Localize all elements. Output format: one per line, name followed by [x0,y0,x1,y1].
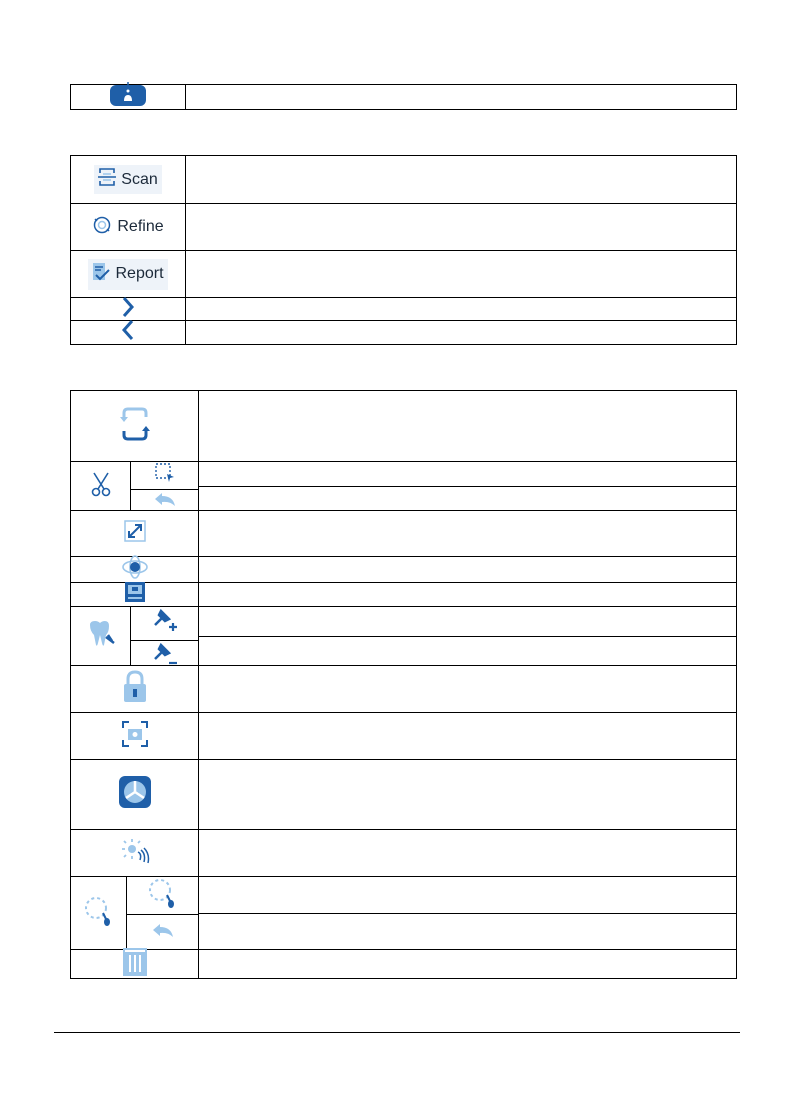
icon-cell [71,321,186,344]
table-1 [70,84,737,110]
table-row [71,510,736,556]
icon-main-cell [71,607,131,665]
icon-cell [71,204,186,250]
description-cells [199,877,736,949]
icon-sub-cell [127,914,198,949]
icon-cell [71,156,186,203]
description-cell [199,391,736,461]
scan-head-icon[interactable] [108,82,148,113]
icon-sub-cells [131,607,198,665]
add-pin-icon[interactable] [151,607,179,640]
icon-cell [71,462,199,510]
undo-icon[interactable] [151,921,175,944]
description-cell [186,156,736,203]
description-cell [186,204,736,250]
table-row [71,712,736,759]
brightness-icon[interactable] [120,836,150,871]
table-2 [70,155,737,345]
icon-sub-cell [131,607,198,640]
icon-cell [71,713,199,759]
screenshot-icon[interactable] [121,720,149,753]
icon-main-cell [71,462,131,510]
table-row [71,582,736,606]
scan-icon [98,167,116,192]
description-cell [199,877,736,913]
icon-cell [71,583,199,606]
table-row [71,606,736,665]
table-row [71,949,736,978]
description-cell [186,251,736,297]
table-row [71,85,736,109]
table-row [71,461,736,510]
report-icon [92,261,110,288]
scan-button[interactable] [94,165,161,194]
description-cell [186,85,736,109]
rotate-view-icon[interactable] [118,405,152,448]
description-cell [186,298,736,320]
lock-icon[interactable] [122,670,148,709]
select-area-icon[interactable] [154,462,176,489]
table-row [71,391,736,461]
lasso-brush-icon[interactable] [83,895,115,932]
icon-cell [71,557,199,582]
icon-cell [71,877,199,949]
table-row [71,320,736,344]
table-row [71,556,736,582]
scan-label: Scan [121,170,158,188]
fullscreen-icon[interactable] [123,519,147,548]
description-cell [199,950,736,978]
icon-sub-cell [127,877,198,914]
undo-icon[interactable] [153,490,177,513]
aperture-icon[interactable] [118,775,152,814]
description-cells [199,462,736,510]
refine-button[interactable] [88,213,167,242]
description-cell [199,830,736,876]
icon-cell [71,511,199,556]
description-cell [199,607,736,636]
icon-cell [71,666,199,712]
scissors-icon[interactable] [90,471,112,502]
icon-sub-cells [131,462,198,510]
lasso-brush-icon[interactable] [147,877,179,914]
chevron-right-icon[interactable] [121,297,135,322]
table-row [71,156,736,203]
icon-cell [71,760,199,829]
icon-cell [71,607,199,665]
refine-icon [92,215,112,240]
report-label: Report [115,265,164,282]
icon-cell [71,830,199,876]
icon-cell [71,391,199,461]
icon-cell [71,251,186,297]
description-cell [199,713,736,759]
description-cells [199,607,736,665]
description-cell [199,462,736,486]
description-cell [199,511,736,556]
icon-cell [71,85,186,109]
report-button[interactable] [88,259,167,290]
tooth-pin-icon[interactable] [86,619,116,654]
icon-sub-cell [131,462,198,489]
table-row [71,250,736,297]
icon-sub-cells [127,877,198,949]
trash-icon[interactable] [122,948,148,981]
table-row [71,829,736,876]
description-cell [199,486,736,511]
table-row [71,297,736,320]
icon-cell [71,950,199,978]
description-cell [199,913,736,950]
table-row [71,759,736,829]
description-cell [199,583,736,606]
footer-divider [54,1032,740,1033]
table-row [71,203,736,250]
table-row [71,876,736,949]
icon-main-cell [71,877,127,949]
description-cell [186,321,736,344]
description-cell [199,666,736,712]
icon-cell [71,298,186,320]
description-cell [199,636,736,666]
monitor-icon[interactable] [124,581,146,608]
chevron-left-icon[interactable] [121,320,135,345]
description-cell [199,760,736,829]
table-3 [70,390,737,979]
refine-label: Refine [117,218,164,235]
icon-sub-cell [131,489,198,513]
description-cell [199,557,736,582]
table-row [71,665,736,712]
